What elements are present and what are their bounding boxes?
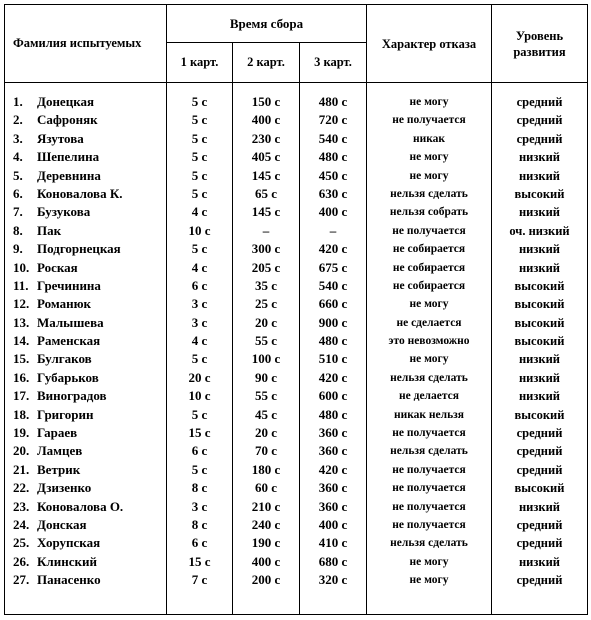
name-cell <box>13 295 166 313</box>
card-1-time-cell: 6 с <box>191 535 208 551</box>
card-2-time-cell: 150 с <box>251 94 281 109</box>
failure-type-cell: не могу <box>409 353 449 366</box>
name-cell <box>13 222 166 240</box>
card-1-time-cell: 20 с <box>188 369 211 385</box>
row-number: 15. <box>13 351 30 367</box>
row-number: 12. <box>13 296 30 312</box>
failure-type-cell: не получается <box>392 427 466 440</box>
card-1-time-cell: 3 с <box>191 314 208 330</box>
subject-surname: Бузукова <box>37 204 91 220</box>
card-3-time-cell: 900 с <box>318 314 348 330</box>
development-level-cell: средний <box>516 131 563 146</box>
card-3-time-cell: 660 с <box>318 296 348 312</box>
results-table <box>4 4 588 615</box>
card-2-time-column <box>233 83 300 615</box>
failure-type-cell: не собирается <box>392 279 466 292</box>
name-cell <box>13 387 166 405</box>
name-cell <box>13 424 166 442</box>
development-level-cell: высокий <box>514 278 565 293</box>
header-development-level: Уровень развития <box>492 5 588 83</box>
development-level-cell: высокий <box>514 481 565 496</box>
card-1-time-cell: 4 с <box>191 333 208 349</box>
development-level-cell: средний <box>516 536 563 551</box>
card-2-time-cell: 200 с <box>251 572 281 588</box>
row-number: 24. <box>13 516 30 532</box>
row-number: 22. <box>13 480 30 496</box>
card-3-time-cell: 680 с <box>318 553 348 569</box>
card-3-time-cell: 480 с <box>318 149 348 165</box>
subject-surname: Гречинина <box>37 277 101 293</box>
subject-surname: Малышева <box>37 314 104 330</box>
card-2-time-cell: 180 с <box>251 461 281 477</box>
subject-surname: Коновалова О. <box>37 498 124 514</box>
row-number: 27. <box>13 572 30 588</box>
subject-surname: Коновалова К. <box>37 185 123 201</box>
card-3-time-cell: 360 с <box>318 425 348 441</box>
failure-type-cell: нельзя сделать <box>390 445 468 458</box>
card-2-time-cell: 145 с <box>251 167 281 183</box>
card-2-time-cell: 90 с <box>254 369 278 385</box>
failure-type-cell: не собирается <box>392 261 466 274</box>
card-2-time-cell: 20 с <box>254 314 278 330</box>
development-level-column <box>492 83 588 615</box>
card-1-time-cell: 5 с <box>191 185 208 201</box>
card-1-time-cell: 5 с <box>191 351 208 367</box>
name-cell <box>13 534 166 552</box>
row-number: 10. <box>13 259 30 275</box>
body-row <box>5 83 588 615</box>
card-2-time-cell: 55 с <box>254 388 278 404</box>
row-number: 7. <box>13 204 23 220</box>
failure-type-cell: не получается <box>392 114 466 127</box>
failure-type-cell: нельзя сделать <box>390 537 468 550</box>
card-2-time-cell: 35 с <box>254 277 278 293</box>
subject-surname: Ветрик <box>37 461 81 477</box>
card-2-time-cell: 405 с <box>251 149 281 165</box>
failure-type-cell: не могу <box>409 574 449 587</box>
failure-type-cell: нельзя сделать <box>390 371 468 384</box>
development-level-cell: низкий <box>518 370 561 385</box>
subject-surname: Виноградов <box>37 388 107 404</box>
card-2-time-cell: 45 с <box>254 406 278 422</box>
name-cell <box>13 406 166 424</box>
card-1-time-cell: 8 с <box>191 516 208 532</box>
card-2-time-cell: 400 с <box>251 112 281 128</box>
failure-type-cell: это невозможно <box>388 335 470 348</box>
card-1-time-cell: 5 с <box>191 130 208 146</box>
row-number: 14. <box>13 333 30 349</box>
development-level-cell: низкий <box>518 242 561 257</box>
card-3-time-cell: 480 с <box>318 333 348 349</box>
card-2-time-cell: 65 с <box>254 185 278 201</box>
development-level-cell: средний <box>516 113 563 128</box>
card-3-time-cell: 360 с <box>318 480 348 496</box>
card-2-time-cell: 230 с <box>251 130 281 146</box>
card-1-time-cell: 8 с <box>191 480 208 496</box>
row-number: 18. <box>13 406 30 422</box>
row-number: 25. <box>13 535 30 551</box>
card-3-time-cell: 540 с <box>318 277 348 293</box>
card-3-time-cell: 400 с <box>318 204 348 220</box>
card-2-time-cell: 145 с <box>251 204 281 220</box>
development-level-cell: высокий <box>514 186 565 201</box>
header-row-top <box>5 5 588 43</box>
name-cell <box>13 185 166 203</box>
card-1-time-cell: 15 с <box>188 425 211 441</box>
failure-type-cell: не получается <box>392 518 466 531</box>
row-number: 17. <box>13 388 30 404</box>
failure-type-cell: не могу <box>409 96 449 108</box>
development-level-cell: низкий <box>518 499 561 514</box>
name-cell <box>13 571 166 589</box>
card-3-time-cell: 630 с <box>318 185 348 201</box>
card-2-time-cell: 20 с <box>254 425 278 441</box>
failure-type-cell: не могу <box>409 169 449 182</box>
row-number: 1. <box>13 94 23 109</box>
subject-surname: Панасенко <box>37 572 101 588</box>
subject-surname: Деревнина <box>37 167 101 183</box>
failure-type-cell: не получается <box>392 463 466 476</box>
name-cell <box>13 314 166 332</box>
name-cell <box>13 369 166 387</box>
subject-surname: Пак <box>37 222 62 238</box>
card-1-time-cell: 3 с <box>191 498 208 514</box>
card-2-time-cell: 400 с <box>251 553 281 569</box>
card-1-time-cell: 5 с <box>191 149 208 165</box>
row-number: 16. <box>13 369 30 385</box>
names-column <box>5 83 167 615</box>
development-level-cell: средний <box>516 462 563 477</box>
card-2-time-cell: 205 с <box>251 259 281 275</box>
row-number: 4. <box>13 149 23 165</box>
name-cell <box>13 167 166 185</box>
name-cell <box>13 332 166 350</box>
card-3-time-cell: 675 с <box>318 259 348 275</box>
subject-surname: Роская <box>37 259 78 275</box>
name-cell <box>13 516 166 534</box>
development-level-cell: оч. низкий <box>509 223 570 238</box>
card-2-time-cell: 300 с <box>251 241 281 257</box>
card-1-time-cell: 5 с <box>191 461 208 477</box>
card-2-time-cell: 100 с <box>251 351 281 367</box>
card-1-time-cell: 5 с <box>191 406 208 422</box>
subject-surname: Язутова <box>37 130 84 146</box>
header-surname: Фамилия испытуемых <box>5 5 167 83</box>
name-cell <box>13 259 166 277</box>
development-level-cell: высокий <box>514 315 565 330</box>
subject-surname: Клинский <box>37 553 97 569</box>
card-3-time-cell: – <box>329 222 337 238</box>
failure-type-cell: не делается <box>399 390 459 403</box>
failure-type-cell: никак нельзя <box>393 408 465 421</box>
name-cell <box>13 130 166 148</box>
card-3-time-cell: 600 с <box>318 388 348 404</box>
failure-type-cell: не могу <box>409 298 449 311</box>
card-3-time-cell: 420 с <box>318 461 348 477</box>
header-card-2: 2 карт. <box>233 43 300 83</box>
row-number: 3. <box>13 130 23 146</box>
card-3-time-cell: 510 с <box>318 351 348 367</box>
card-3-time-cell: 420 с <box>318 369 348 385</box>
development-level-cell: средний <box>516 444 563 459</box>
card-3-time-cell: 720 с <box>318 112 348 128</box>
failure-type-cell: не могу <box>409 151 449 164</box>
card-1-time-cell: 5 с <box>191 112 208 128</box>
card-3-time-cell: 480 с <box>318 406 348 422</box>
failure-type-column <box>367 83 492 615</box>
name-cell <box>13 93 166 111</box>
development-level-cell: низкий <box>518 150 561 165</box>
card-1-time-cell: 10 с <box>188 222 211 238</box>
name-cell <box>13 498 166 516</box>
failure-type-cell: не получается <box>392 500 466 513</box>
card-1-time-cell: 4 с <box>191 259 208 275</box>
header-card-1: 1 карт. <box>167 43 233 83</box>
development-level-cell: низкий <box>518 205 561 220</box>
card-2-time-cell: 240 с <box>251 516 281 532</box>
subject-surname: Ламцев <box>37 443 83 459</box>
card-2-time-cell: 60 с <box>254 480 278 496</box>
subject-surname: Гараев <box>37 425 78 441</box>
failure-type-cell: не сделается <box>396 316 462 329</box>
name-cell <box>13 553 166 571</box>
card-3-time-cell: 420 с <box>318 241 348 257</box>
development-level-cell: низкий <box>518 389 561 404</box>
row-number: 5. <box>13 167 23 183</box>
card-1-time-column <box>167 83 233 615</box>
card-2-time-cell: 25 с <box>254 296 278 312</box>
subject-surname: Губарьков <box>37 369 99 385</box>
row-number: 8. <box>13 222 23 238</box>
development-level-cell: низкий <box>518 554 561 569</box>
name-cell <box>13 461 166 479</box>
row-number: 6. <box>13 185 23 201</box>
card-1-time-cell: 4 с <box>191 204 208 220</box>
development-level-cell: высокий <box>514 297 565 312</box>
subject-surname: Раменская <box>37 333 101 349</box>
subject-surname: Хорупская <box>37 535 101 551</box>
failure-type-cell: не получается <box>392 224 466 237</box>
card-3-time-cell: 450 с <box>318 167 348 183</box>
subject-surname: Сафроняк <box>37 112 98 128</box>
card-3-time-cell: 410 с <box>318 535 348 551</box>
name-cell <box>13 442 166 460</box>
row-number: 19. <box>13 425 30 441</box>
card-3-time-cell: 540 с <box>318 130 348 146</box>
development-level-cell: высокий <box>514 334 565 349</box>
header-collection-time: Время сбора <box>167 5 367 43</box>
subject-surname: Дзизенко <box>37 480 92 496</box>
card-2-time-cell: 70 с <box>254 443 278 459</box>
development-level-cell: высокий <box>514 407 565 422</box>
row-number: 11. <box>13 277 29 293</box>
development-level-cell: средний <box>516 426 563 441</box>
card-2-time-cell: 210 с <box>251 498 281 514</box>
row-number: 21. <box>13 461 30 477</box>
row-number: 26. <box>13 553 30 569</box>
subject-surname: Донская <box>37 516 87 532</box>
card-3-time-cell: 320 с <box>318 572 348 588</box>
card-2-time-cell: – <box>262 222 270 238</box>
card-3-time-cell: 400 с <box>318 516 348 532</box>
name-cell <box>13 350 166 368</box>
card-3-time-column <box>300 83 367 615</box>
card-2-time-cell: 55 с <box>254 333 278 349</box>
development-level-cell: средний <box>516 95 563 109</box>
card-1-time-cell: 6 с <box>191 443 208 459</box>
subject-surname: Романюк <box>37 296 92 312</box>
card-1-time-cell: 5 с <box>191 94 208 109</box>
card-1-time-cell: 7 с <box>191 572 208 588</box>
name-cell <box>13 148 166 166</box>
development-level-cell: низкий <box>518 168 561 183</box>
development-level-cell: низкий <box>518 260 561 275</box>
failure-type-cell: не собирается <box>392 243 466 256</box>
development-level-cell: средний <box>516 573 563 588</box>
failure-type-cell: не могу <box>409 555 449 568</box>
card-2-time-cell: 190 с <box>251 535 281 551</box>
name-cell <box>13 277 166 295</box>
card-3-time-cell: 480 с <box>318 94 348 109</box>
card-1-time-cell: 5 с <box>191 167 208 183</box>
failure-type-cell: не получается <box>392 482 466 495</box>
failure-type-cell: нельзя собрать <box>389 206 469 219</box>
name-cell <box>13 111 166 129</box>
subject-surname: Подгорнецкая <box>37 241 121 257</box>
development-level-cell: средний <box>516 517 563 532</box>
card-1-time-cell: 6 с <box>191 277 208 293</box>
failure-type-cell: нельзя сделать <box>390 187 468 200</box>
subject-surname: Шепелина <box>37 149 100 165</box>
card-1-time-cell: 3 с <box>191 296 208 312</box>
header-failure-type: Характер отказа <box>367 5 492 83</box>
subject-surname: Булгаков <box>37 351 92 367</box>
card-1-time-cell: 15 с <box>188 553 211 569</box>
row-number: 20. <box>13 443 30 459</box>
row-number: 13. <box>13 314 30 330</box>
card-3-time-cell: 360 с <box>318 498 348 514</box>
subject-surname: Григорин <box>37 406 94 422</box>
row-number: 2. <box>13 112 23 128</box>
card-3-time-cell: 360 с <box>318 443 348 459</box>
row-number: 9. <box>13 241 23 257</box>
subject-surname: Донецкая <box>37 94 95 109</box>
card-1-time-cell: 10 с <box>188 388 211 404</box>
name-cell <box>13 479 166 497</box>
name-cell <box>13 203 166 221</box>
name-cell <box>13 240 166 258</box>
failure-type-cell: никак <box>412 132 446 145</box>
card-1-time-cell: 5 с <box>191 241 208 257</box>
header-card-3: 3 карт. <box>300 43 367 83</box>
development-level-cell: низкий <box>518 352 561 367</box>
row-number: 23. <box>13 498 30 514</box>
